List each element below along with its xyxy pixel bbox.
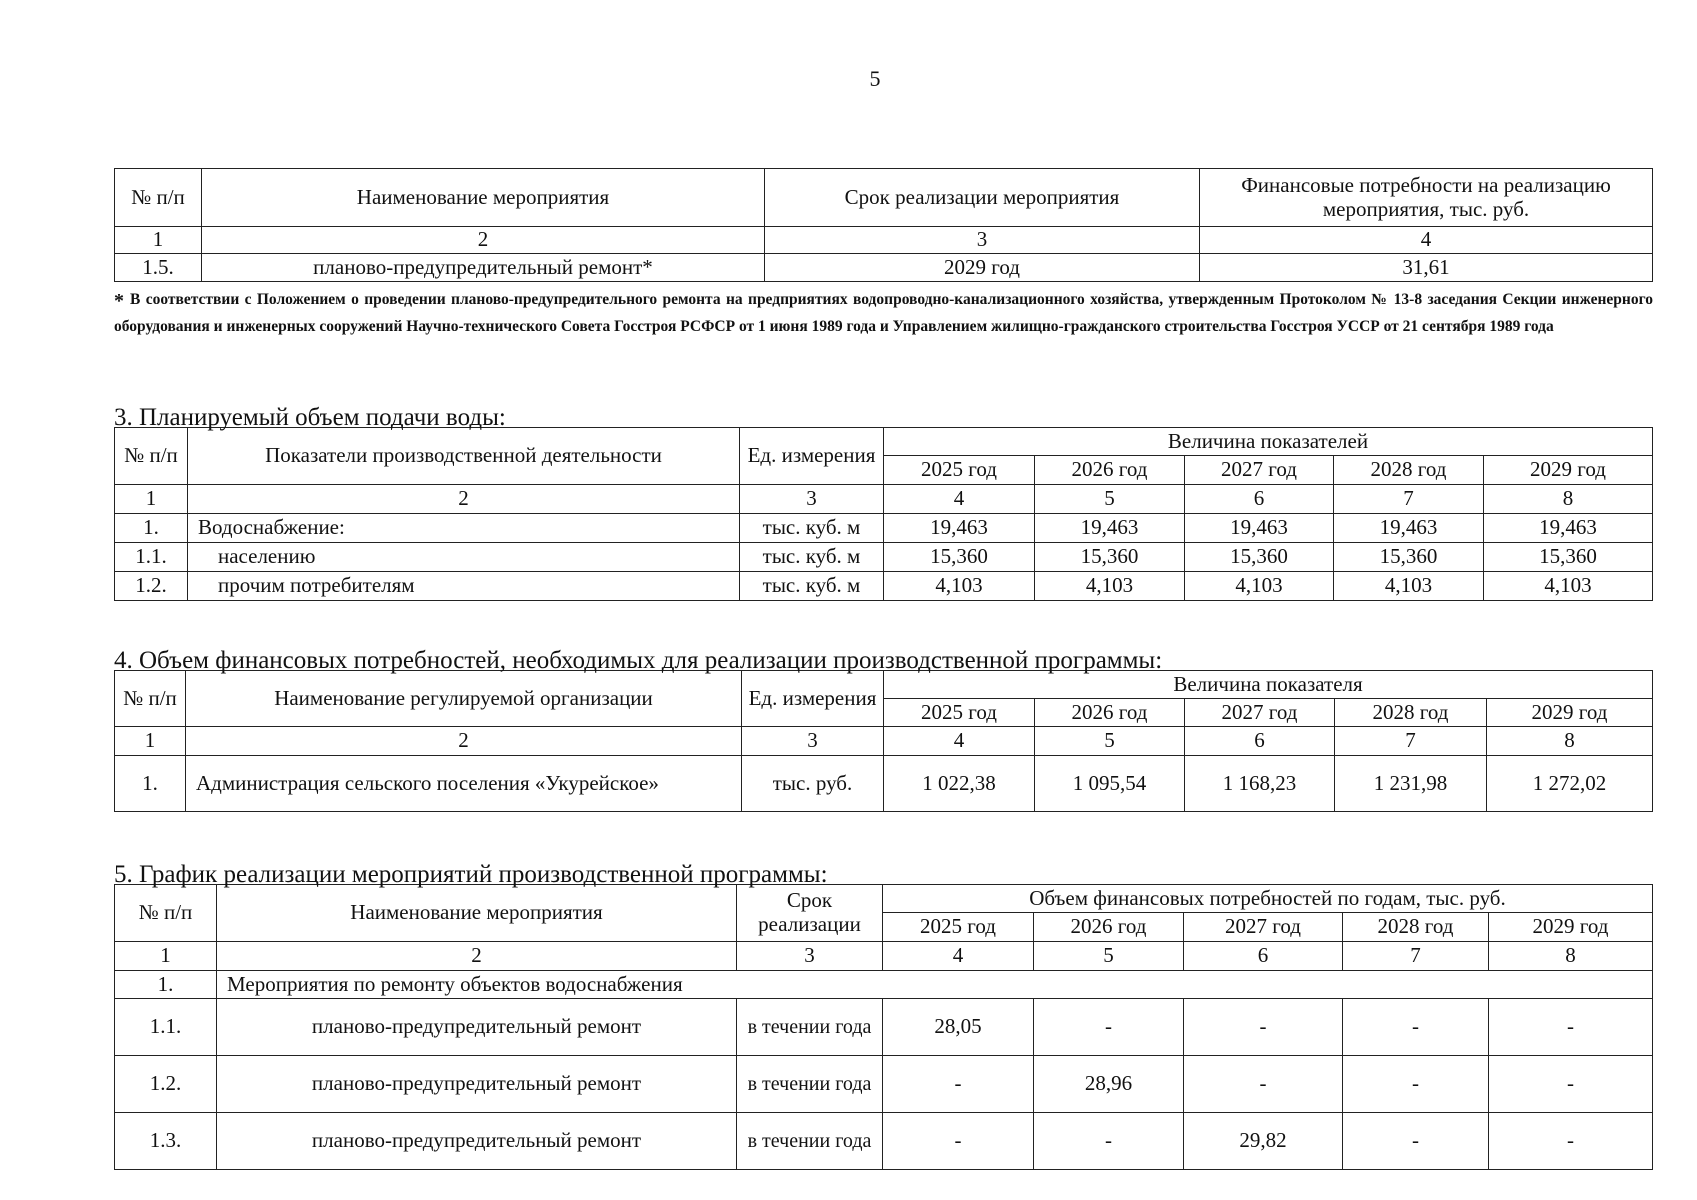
row-value: 4,103 (1484, 572, 1653, 601)
year-header: 2029 год (1489, 913, 1653, 942)
header-magnitude: Величина показателей (884, 428, 1653, 456)
row-name: населению (188, 543, 740, 572)
row-value: - (1343, 999, 1489, 1056)
year-header: 2029 год (1484, 456, 1653, 485)
row-value: 19,463 (1185, 514, 1334, 543)
year-header: 2026 год (1035, 699, 1185, 727)
col-number: 8 (1489, 942, 1653, 971)
row-term: в течении года (737, 1113, 883, 1170)
col-number: 2 (186, 727, 742, 756)
table-row (115, 999, 1653, 1056)
row-value: 19,463 (884, 514, 1035, 543)
header-num: № п/п (115, 428, 188, 485)
header-name: Наименование мероприятия (217, 885, 737, 942)
header-org: Наименование регулируемой организации (186, 671, 742, 727)
header-num: № п/п (115, 671, 186, 727)
year-header: 2029 год (1487, 699, 1653, 727)
year-header: 2025 год (884, 456, 1035, 485)
row-num: 1.2. (115, 1056, 217, 1113)
row-num: 1. (115, 514, 188, 543)
row-value: 29,82 (1184, 1113, 1343, 1170)
footnote-text: В соответствии с Положением о проведении планово-предупредительного ремонта на предприятиях водопроводно-канализационного хозяйства, утвержденным Протоколом № 13-8 заседания Секции инженерного оборудования и инженерных сооружений Научно-технического Совета Госстроя РСФСР от 1 июня 1989 года и Управлением жилищно-гражданского строительства Госстроя УССР от 21 сентября 1989 года (114, 291, 1653, 335)
col-number: 1 (115, 485, 188, 514)
table-row (115, 543, 1653, 572)
row-term: в течении года (737, 1056, 883, 1113)
table-row (115, 1056, 1653, 1113)
col-number: 6 (1184, 942, 1343, 971)
row-value: - (1343, 1113, 1489, 1170)
row-value: 1 095,54 (1035, 756, 1185, 812)
col-number: 6 (1185, 727, 1335, 756)
header-finance: Финансовые потребности на реализацию мероприятия, тыс. руб. (1200, 169, 1653, 227)
footnote (114, 287, 1653, 338)
row-num: 1.2. (115, 572, 188, 601)
row-value: 15,360 (1334, 543, 1484, 572)
financial-needs-table (114, 670, 1653, 812)
row-value: 19,463 (1334, 514, 1484, 543)
row-unit: тыс. руб. (742, 756, 884, 812)
row-value: 4,103 (1334, 572, 1484, 601)
row-value: - (1343, 1056, 1489, 1113)
row-value: 15,360 (1185, 543, 1334, 572)
row-value: 19,463 (1484, 514, 1653, 543)
section-title: 3. Планируемый объем подачи воды: (114, 404, 506, 431)
schedule-table (114, 884, 1653, 1170)
row-name: планово-предупредительный ремонт* (202, 254, 765, 282)
row-value: - (1184, 1056, 1343, 1113)
row-value: - (1489, 1113, 1653, 1170)
year-header: 2027 год (1184, 913, 1343, 942)
row-term: в течении года (737, 999, 883, 1056)
row-num: 1.5. (115, 254, 202, 282)
col-number: 7 (1343, 942, 1489, 971)
row-value: 1 168,23 (1185, 756, 1335, 812)
table-row (115, 514, 1653, 543)
row-value: - (1489, 999, 1653, 1056)
header-term: Срок реализации мероприятия (765, 169, 1200, 227)
header-num: № п/п (115, 169, 202, 227)
col-number: 1 (115, 727, 186, 756)
group-num: 1. (115, 971, 217, 999)
row-value: - (1184, 999, 1343, 1056)
col-number: 5 (1035, 727, 1185, 756)
col-number: 2 (202, 227, 765, 254)
header-name: Наименование мероприятия (202, 169, 765, 227)
header-num: № п/п (115, 885, 217, 942)
year-header: 2027 год (1185, 699, 1335, 727)
row-num: 1.3. (115, 1113, 217, 1170)
year-header: 2028 год (1335, 699, 1487, 727)
col-number: 1 (115, 942, 217, 971)
row-name: планово-предупредительный ремонт (217, 1113, 737, 1170)
col-number: 1 (115, 227, 202, 254)
row-value: 28,05 (883, 999, 1034, 1056)
col-number: 3 (742, 727, 884, 756)
header-unit: Ед. измерения (742, 671, 884, 727)
row-value: 4,103 (1035, 572, 1185, 601)
water-supply-table (114, 427, 1653, 601)
row-value: - (1034, 1113, 1184, 1170)
col-number: 4 (883, 942, 1034, 971)
page-number: 5 (869, 66, 881, 91)
year-header: 2028 год (1334, 456, 1484, 485)
year-header: 2026 год (1034, 913, 1184, 942)
row-name: планово-предупредительный ремонт (217, 1056, 737, 1113)
row-name: Администрация сельского поселения «Укурейское» (186, 756, 742, 812)
measures-table-continuation (114, 168, 1653, 338)
col-number: 2 (217, 942, 737, 971)
row-value: 15,360 (884, 543, 1035, 572)
header-unit: Ед. измерения (740, 428, 884, 485)
footnote-star: * (114, 290, 124, 312)
row-value: 15,360 (1484, 543, 1653, 572)
header-term: Срок реализации (737, 885, 883, 942)
row-term: 2029 год (765, 254, 1200, 282)
header-indicators: Показатели производственной деятельности (188, 428, 740, 485)
col-number: 4 (884, 727, 1035, 756)
row-value: 4,103 (1185, 572, 1334, 601)
row-num: 1.1. (115, 543, 188, 572)
col-number: 8 (1487, 727, 1653, 756)
row-value: 1 022,38 (884, 756, 1035, 812)
row-value: 15,360 (1035, 543, 1185, 572)
table-row (115, 572, 1653, 601)
row-value: - (1034, 999, 1184, 1056)
header-magnitude: Величина показателя (884, 671, 1653, 699)
row-value: 4,103 (884, 572, 1035, 601)
row-name: прочим потребителям (188, 572, 740, 601)
col-number: 5 (1035, 485, 1185, 514)
row-num: 1.1. (115, 999, 217, 1056)
section-water-supply (114, 405, 1653, 601)
col-number: 6 (1185, 485, 1334, 514)
col-number: 4 (1200, 227, 1653, 254)
row-unit: тыс. куб. м (740, 514, 884, 543)
row-unit: тыс. куб. м (740, 543, 884, 572)
col-number: 7 (1335, 727, 1487, 756)
col-number: 2 (188, 485, 740, 514)
section-title: 4. Объем финансовых потребностей, необходимых для реализации производственной программы: (114, 647, 1163, 674)
row-num: 1. (115, 756, 186, 812)
row-value: 1 272,02 (1487, 756, 1653, 812)
row-value: - (883, 1113, 1034, 1170)
col-number: 4 (884, 485, 1035, 514)
header-volume: Объем финансовых потребностей по годам, тыс. руб. (883, 885, 1653, 913)
year-header: 2027 год (1185, 456, 1334, 485)
col-number: 7 (1334, 485, 1484, 514)
group-row (115, 971, 1653, 999)
group-name: Мероприятия по ремонту объектов водоснабжения (217, 971, 1653, 999)
row-value: 19,463 (1035, 514, 1185, 543)
section-financial-needs (114, 648, 1653, 812)
year-header: 2028 год (1343, 913, 1489, 942)
col-number: 3 (765, 227, 1200, 254)
col-number: 3 (737, 942, 883, 971)
year-header: 2026 год (1035, 456, 1185, 485)
table-row (115, 756, 1653, 812)
col-number: 3 (740, 485, 884, 514)
row-name: планово-предупредительный ремонт (217, 999, 737, 1056)
year-header: 2025 год (884, 699, 1035, 727)
section-schedule (114, 862, 1653, 1170)
row-value: - (883, 1056, 1034, 1113)
col-number: 8 (1484, 485, 1653, 514)
row-name: Водоснабжение: (188, 514, 740, 543)
row-value: 31,61 (1200, 254, 1653, 282)
row-value: - (1489, 1056, 1653, 1113)
row-value: 28,96 (1034, 1056, 1184, 1113)
row-value: 1 231,98 (1335, 756, 1487, 812)
section-title: 5. График реализации мероприятий производственной программы: (114, 861, 828, 888)
table-row (115, 1113, 1653, 1170)
row-unit: тыс. куб. м (740, 572, 884, 601)
year-header: 2025 год (883, 913, 1034, 942)
col-number: 5 (1034, 942, 1184, 971)
